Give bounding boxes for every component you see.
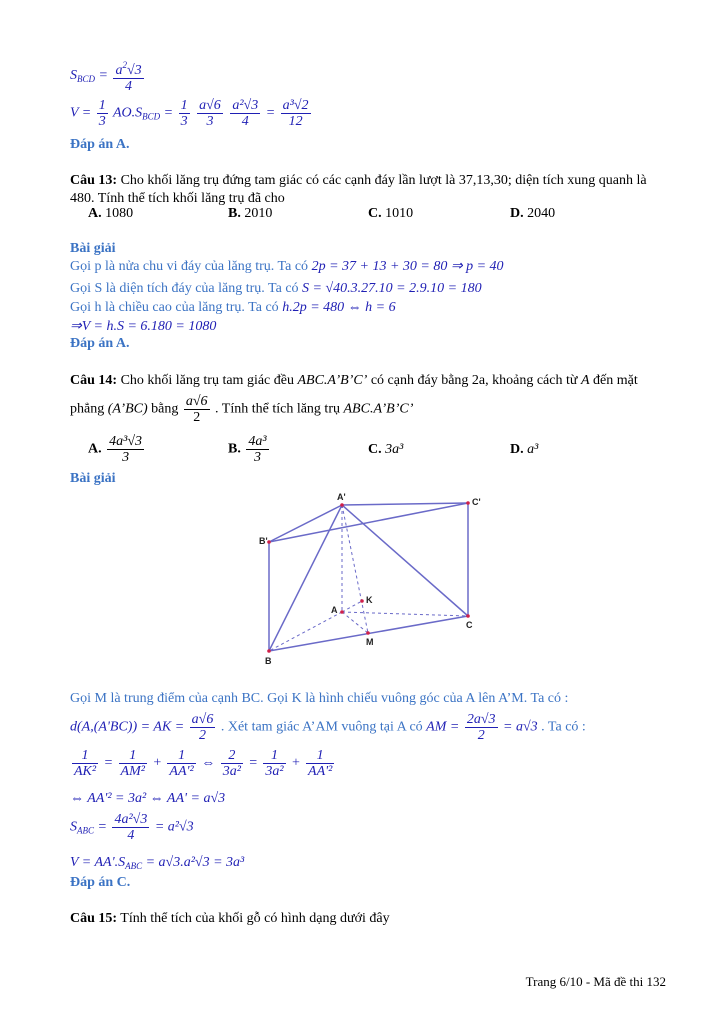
question-14: Câu 14: Cho khối lăng trụ tam giác đều ABC.A’B’C’ có cạnh đáy bằng 2a, khoảng cách từ A đến mặt [70,373,638,388]
q13-line-4: ⇒V = h.S = 6.180 = 1080 [70,319,217,334]
edge-b1c1 [269,503,468,542]
label-k: K [366,595,373,605]
prism-figure [250,488,490,668]
edge-a1b [269,505,342,651]
label-a-prime: A' [337,492,346,502]
label-b: B [265,656,272,666]
question-13: Câu 13: Cho khối lăng trụ đứng tam giác có các cạnh đáy lần lượt là 37,13,30; diện tích xung quanh là 480. Tính thể tích khối lăng trụ đã cho [70,173,647,206]
answer-q14: Đáp án C. [70,875,131,890]
answer-q12: Đáp án A. [70,137,130,152]
q13-line-1: Gọi p là nửa chu vi đáy của lăng trụ. Ta có 2p = 37 + 13 + 30 = 80 ⇒ p = 40 [70,259,504,274]
q14-line-2: d(A,(A'BC)) = AK = $\frac{a√6}{2}$ . Xét tam giác A’AM vuông tại A có AM = $\frac{2a√3}{2}$ = a√3 . Ta có : [70,712,586,743]
formula-volume: V = $\frac{1}{3}$ $AO.S_{BCD}$ = $\frac{1}{3}$ $\frac{a√6}{3}$ $\frac{\text{a²√3}}{4}$ = $\frac{\text{a³√2}}{12}$ [70,98,309,129]
q14-line-1: Gọi M là trung điểm của cạnh BC. Gọi K là hình chiếu vuông góc của A lên A’M. Ta có : [70,691,569,706]
q14-line-5: $S_{ABC}$ = $\frac{\text{4a²√3}}{4}$ = a²√3 [70,812,194,843]
q13-option-c: C. 1010 [368,206,414,221]
q13-solution-title: Bài giải [70,241,116,256]
page-footer: Trang 6/10 - Mã đề thi 132 [525,974,666,989]
segment-am [342,612,368,633]
q14-solution-title: Bài giải [70,471,116,486]
q14-option-b: B. $\frac{\text{4a³}}{3}$ [228,434,267,465]
label-b-prime: B' [259,536,268,546]
question-15: Câu 15: Tính thể tích của khối gỗ có hình dạng dưới đây [70,911,390,926]
q14-line-4: ⇔ AA'² = 3a² ⇔ AA' = a√3 [70,791,226,806]
q13-option-a: A. 1080 [88,206,134,221]
q13-line-2: Gọi S là diện tích đáy của lăng trụ. Ta có S = √40.3.27.10 = 2.9.10 = 180 [70,281,482,296]
question-14-line2: phẳng (A’BC) bằng $\frac{a√6}{2}$ . Tính thể tích lăng trụ ABC.A’B’C’ [70,394,414,425]
question-label: Câu 13: [70,173,118,188]
answer-q13: Đáp án A. [70,336,130,351]
q14-line-3: $\frac{1}{\text{AK²}}$ = $\frac{1}{\text{AM²}}$ + $\frac{1}{\text{AA'²}}$ ⇔ $\frac{2}{\text{3a²}}$ = $\frac{1}{\text{3a²}}$ + $\frac{1}{\text{AA'²}}$ [74,748,333,779]
q14-line-6: $V = AA'.S_{ABC} = a√3.a^2√3 = 3a^3$ [70,855,245,871]
edge-ac [342,612,468,616]
q14-option-c: C. 3a³ [368,442,404,457]
label-m: M [366,637,374,647]
q13-line-3: Gọi h là chiều cao của lăng trụ. Ta có h.2p = 480 ⇔ h = 6 [70,300,396,315]
segment-ak [342,601,362,612]
q14-option-d: D. a³ [510,442,539,457]
label-a: A [331,605,338,615]
q13-option-d: D. 2040 [510,206,556,221]
q14-option-a: A. $\frac{\text{4a³√3}}{3}$ [88,434,143,465]
label-c-prime: C' [472,497,481,507]
label-c: C [466,620,473,630]
q13-option-b: B. 2010 [228,206,273,221]
formula-s-bcd: $S_{BCD}$ = $\frac{a^2√3}{4}$ [70,60,142,94]
edge-a1b1 [269,505,342,542]
edge-a1c1 [342,503,468,505]
